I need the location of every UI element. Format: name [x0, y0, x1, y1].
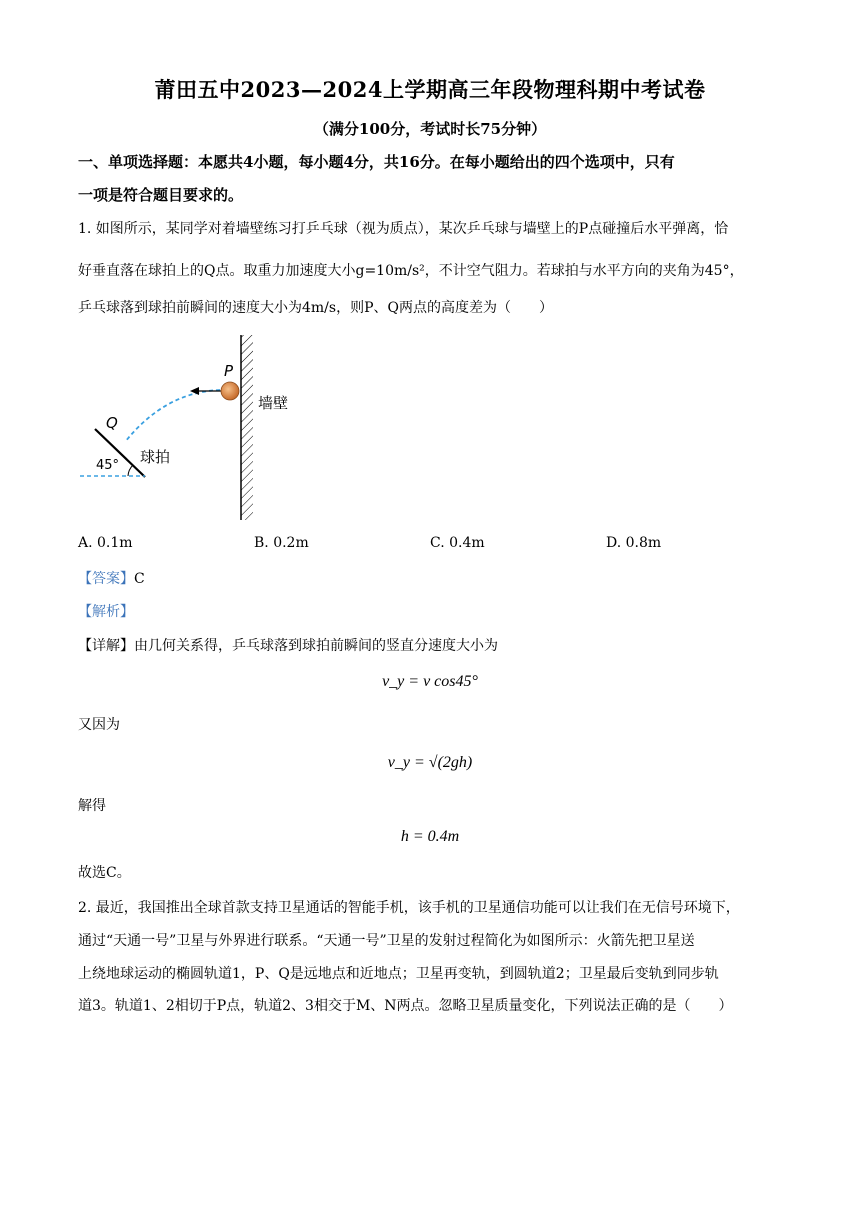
analysis-line	[78, 601, 784, 623]
q1-options	[78, 535, 784, 557]
detail-line	[78, 635, 784, 657]
wall-hatching	[241, 335, 253, 520]
section-heading-line2: 一项是符合题目要求的。	[78, 186, 244, 204]
page-subtitle: （满分100分，考试时长75分钟）	[313, 120, 547, 138]
answer-line	[78, 568, 784, 590]
q2-text-line3: 上绕地球运动的椭圆轨道1，P、Q是远地点和近地点；卫星再变轨，到圆轨道2；卫星最后变轨到同步轨	[78, 966, 719, 982]
label-q: Q	[106, 414, 118, 432]
option-a[interactable]: A. 0.1m	[78, 535, 133, 551]
page-title: 莆田五中2023—2024上学期高三年段物理科期中考试卷	[154, 77, 706, 102]
section-heading-line1: 一、单项选择题：本愿共4小题，每小题4分，共16分。在每小题给出的四个选项中，只有	[78, 153, 675, 171]
q2-text-line1: 2. 最近，我国推出全球首款支持卫星通话的智能手机，该手机的卫星通信功能可以让我们在无信号环境下，	[78, 900, 740, 916]
q2-text-line2: 通过“天通一号”卫星与外界进行联系。“天通一号”卫星的发射过程简化为如图所示：火箭先把卫星送	[78, 933, 695, 949]
detail-tag: 【详解】	[78, 638, 134, 654]
equation-2: v_y = √(2gh)	[387, 754, 473, 771]
option-b[interactable]: B. 0.2m	[254, 535, 309, 551]
q1-text-line2: 好垂直落在球拍上的Q点。取重力加速度大小g=10m/s²，不计空气阻力。若球拍与水平方向的夹角为45°，	[78, 263, 744, 279]
detail-text: 由几何关系得，乒乓球落到球拍前瞬间的竖直分速度大小为	[134, 638, 498, 654]
trajectory-path	[125, 390, 220, 442]
q1-text-line3: 乒乓球落到球拍前瞬间的速度大小为4m/s，则P、Q两点的高度差为（ ）	[78, 300, 553, 316]
ping-pong-ball	[221, 382, 239, 400]
label-p: P	[224, 362, 234, 380]
angle-arc	[128, 465, 133, 476]
equation-1: v_y = v cos45°	[382, 673, 478, 690]
label-wall: 墙壁	[258, 394, 289, 412]
answer-tag: 【答案】	[78, 571, 134, 587]
option-d[interactable]: D. 0.8m	[606, 535, 662, 551]
label-angle: 45°	[96, 458, 120, 473]
label-racket: 球拍	[140, 448, 171, 466]
q1-text-line1: 1. 如图所示，某同学对着墙壁练习打乒乓球（视为质点），某次乒乓球与墙壁上的P点碰撞后水平弹离，恰	[78, 221, 729, 237]
conclusion-text: 故选C。	[78, 865, 131, 881]
analysis-tag: 【解析】	[78, 604, 134, 620]
q1-figure	[70, 330, 320, 525]
solve-text: 解得	[78, 798, 106, 814]
q2-text-line4: 道3。轨道1、2相切于P点，轨道2、3相交于M、N两点。忽略卫星质量变化，下列说法正确的是（ ）	[78, 998, 733, 1014]
equation-3: h = 0.4m	[400, 828, 460, 845]
also-because: 又因为	[78, 717, 120, 733]
answer-value: C	[134, 571, 145, 587]
option-c[interactable]: C. 0.4m	[430, 535, 485, 551]
